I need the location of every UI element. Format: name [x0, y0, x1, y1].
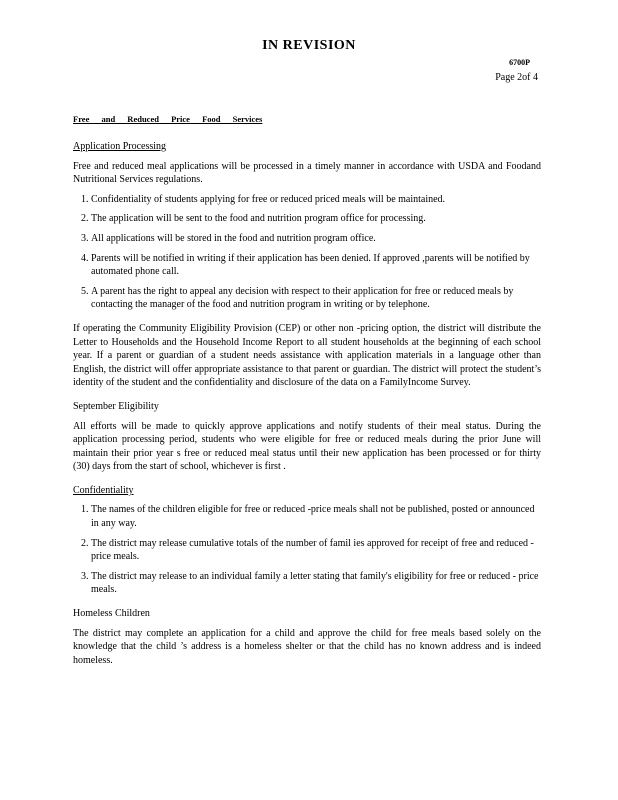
section-title-homeless: Homeless Children	[73, 608, 150, 620]
list-item: 1. The names of the children eligible for free or reduced -price meals shall not be published, posted or announced in any way.	[91, 503, 541, 530]
list-item: 4. Parents will be notified in writing if their application has been denied. If approved ,parents will be notified by automated phone call.	[91, 252, 541, 279]
section-title-confidentiality: Confidentiality	[73, 484, 134, 496]
confidentiality-list	[73, 503, 541, 597]
application-intro: Free and reduced meal applications will be processed in a timely manner in accordance with USDA and Foodand Nutritional Services regulations.	[73, 160, 541, 186]
application-list	[73, 193, 541, 312]
cep-paragraph: If operating the Community Eligibility Provision (CEP) or other non -pricing option, the district will distribute the Letter to Households and the Household Income Report to all student households at the beginning of each school year. If a parent or guardian of a student needs assistance with application materials in a language other than English, the district will offer appropriate assistance to that parent or guardian. The district will protect the student’s identity of the student and the confidentiality and disclosure of the data on a FamilyIncome Survey.	[73, 322, 541, 389]
september-text: All efforts will be made to quickly approve applications and notify students of their meal status. During the application processing period, students who were eligible for free or reduced meals during the prior June will maintain their prior year s free or reduced meal status until their new application has been processed or for thirty (30) days from the start of school, whichever is first .	[73, 420, 541, 473]
list-item: 3. The district may release to an individual family a letter stating that family's eligibility for free or reduced - price meals.	[91, 570, 541, 597]
document-header: Free and Reduced Price Food Services	[73, 114, 263, 124]
list-item: 2. The district may release cumulative totals of the number of famil ies approved for receipt of free and reduced -price meals.	[91, 537, 541, 564]
list-item: 5. A parent has the right to appeal any decision with respect to their application for free or reduced meals by contacting the manager of the food and nutrition program in writing or by telephone.	[91, 285, 541, 312]
list-item: 2. The application will be sent to the food and nutrition program office for processing.	[91, 212, 541, 226]
section-title-application: Application Processing	[73, 141, 167, 152]
document-body	[73, 140, 541, 673]
page-title: IN REVISION	[262, 38, 356, 53]
list-item: 1. Confidentiality of students applying for free or reduced priced meals will be maintained.	[91, 193, 541, 207]
policy-code: 6700P	[509, 58, 530, 67]
section-title-september: September Eligibility	[73, 400, 159, 412]
list-item: 3. All applications will be stored in the food and nutrition program office.	[91, 232, 541, 246]
homeless-text: The district may complete an application for a child and approve the child for free meals based solely on the knowledge that the child ’s address is a homeless shelter or that the child has no known address and is indeed homeless.	[73, 627, 541, 666]
page-number: Page 2of 4	[495, 72, 538, 83]
